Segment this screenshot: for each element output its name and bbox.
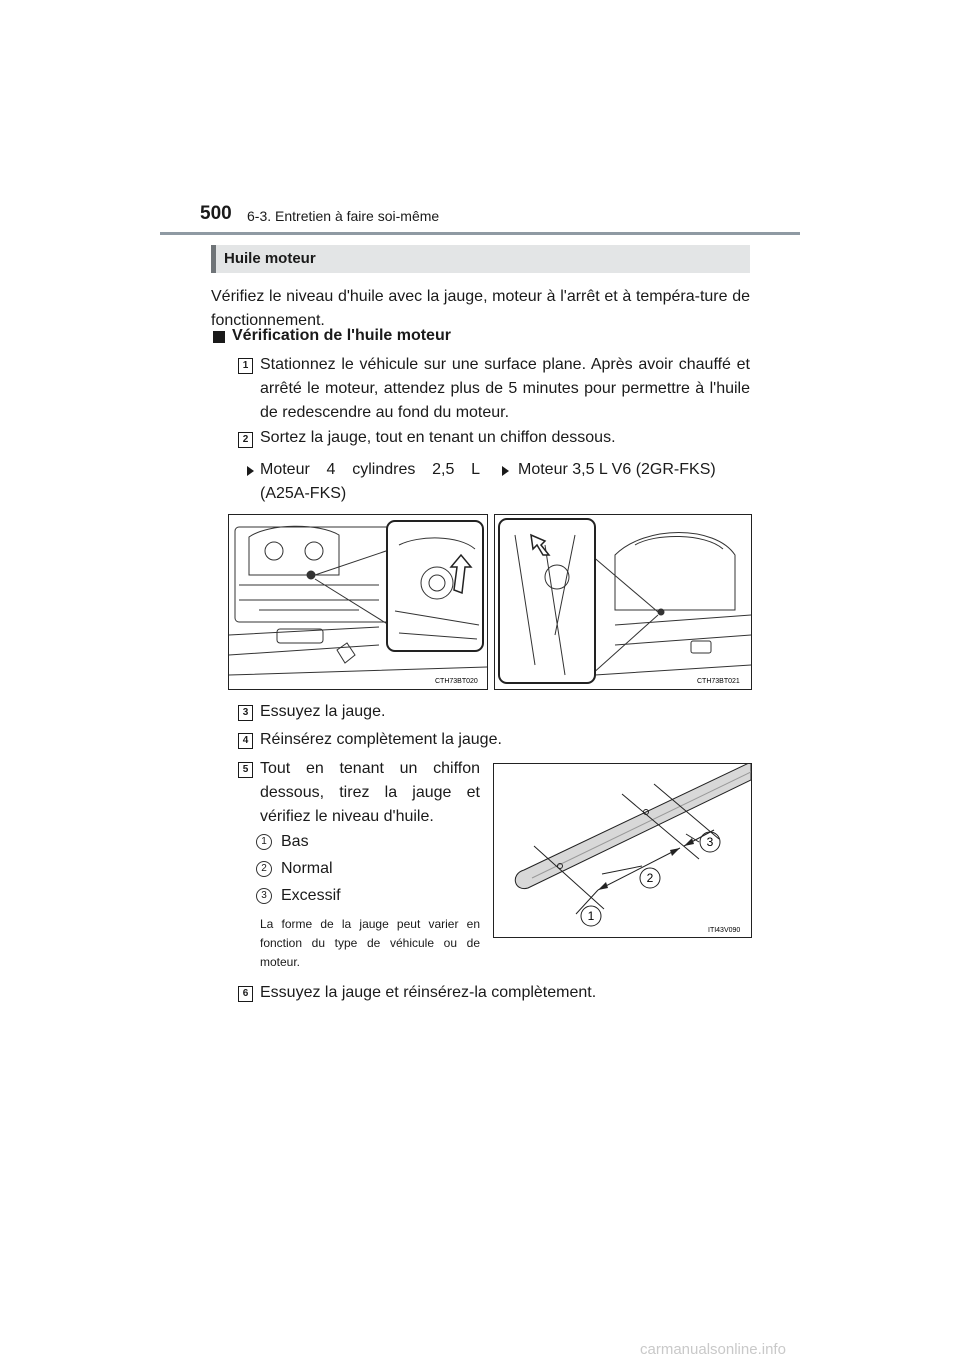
level-label-normal: Normal (281, 860, 333, 877)
triangle-bullet-icon (247, 466, 254, 476)
step-2-text: Sortez la jauge, tout en tenant un chiffon dessous. (260, 429, 616, 446)
level-label-bas: Bas (281, 833, 309, 850)
level-number-1: 1 (256, 834, 272, 850)
step-number-5: 5 (238, 762, 253, 778)
header-rule (160, 232, 800, 235)
dipstick-illustration (494, 764, 751, 937)
section-title: 6-3. Entretien à faire soi-même (247, 208, 440, 224)
gauge-callout-3: 3 (706, 835, 714, 849)
level-label-excessif: Excessif (281, 887, 341, 904)
engine-v6-illustration (495, 515, 751, 689)
figure-code-gauge: ITI43V090 (708, 927, 741, 934)
step-number-6: 6 (238, 986, 253, 1002)
step-6-text: Essuyez la jauge et réinsérez-la complètement. (260, 984, 597, 1001)
page-number: 500 (200, 203, 232, 224)
heading-accent (211, 245, 216, 273)
step-number-1: 1 (238, 358, 253, 374)
step-number-3: 3 (238, 705, 253, 721)
engine-label-4cyl-line1: Moteur 4 cylindres 2,5 L (260, 461, 480, 478)
gauge-callout-2: 2 (646, 871, 654, 885)
step-1-text: Stationnez le véhicule sur une surface plane. Après avoir chauffé et arrêté le moteur, attendez plus de 5 minutes pour permettre à l'huile de redescendre au fond du moteur. (260, 356, 750, 421)
square-bullet-icon (213, 331, 225, 343)
step-3-text: Essuyez la jauge. (260, 703, 386, 720)
engine-label-4cyl-line2: (A25A-FKS) (260, 485, 347, 502)
level-number-2: 2 (256, 861, 272, 877)
figure-code-right: CTH73BT021 (697, 678, 740, 685)
engine-label-v6: Moteur 3,5 L V6 (2GR-FKS) (518, 461, 716, 478)
figure-engine-v6 (494, 514, 752, 690)
step-4-text: Réinsérez complètement la jauge. (260, 731, 502, 748)
step-number-4: 4 (238, 733, 253, 749)
figure-code-left: CTH73BT020 (435, 678, 478, 685)
section-heading (211, 245, 750, 273)
heading-text: Huile moteur (224, 250, 316, 267)
figure-engine-4cyl (228, 514, 488, 690)
engine-4cyl-illustration (229, 515, 487, 689)
triangle-bullet-icon (502, 466, 509, 476)
step-5-text: Tout en tenant un chiffon dessous, tirez la jauge et vérifiez le niveau d'huile. (260, 760, 480, 825)
gauge-callout-1: 1 (587, 909, 595, 923)
step-number-2: 2 (238, 432, 253, 448)
figure-dipstick (493, 763, 752, 938)
gauge-note: La forme de la jauge peut varier en fonction du type de véhicule ou de moteur. (260, 917, 480, 969)
watermark: carmanualsonline.info (640, 1341, 786, 1358)
level-number-3: 3 (256, 888, 272, 904)
subheading: Vérification de l'huile moteur (232, 327, 451, 344)
intro-paragraph: Vérifiez le niveau d'huile avec la jauge, moteur à l'arrêt et à tempéra-ture de fonctionnement. (211, 288, 750, 329)
